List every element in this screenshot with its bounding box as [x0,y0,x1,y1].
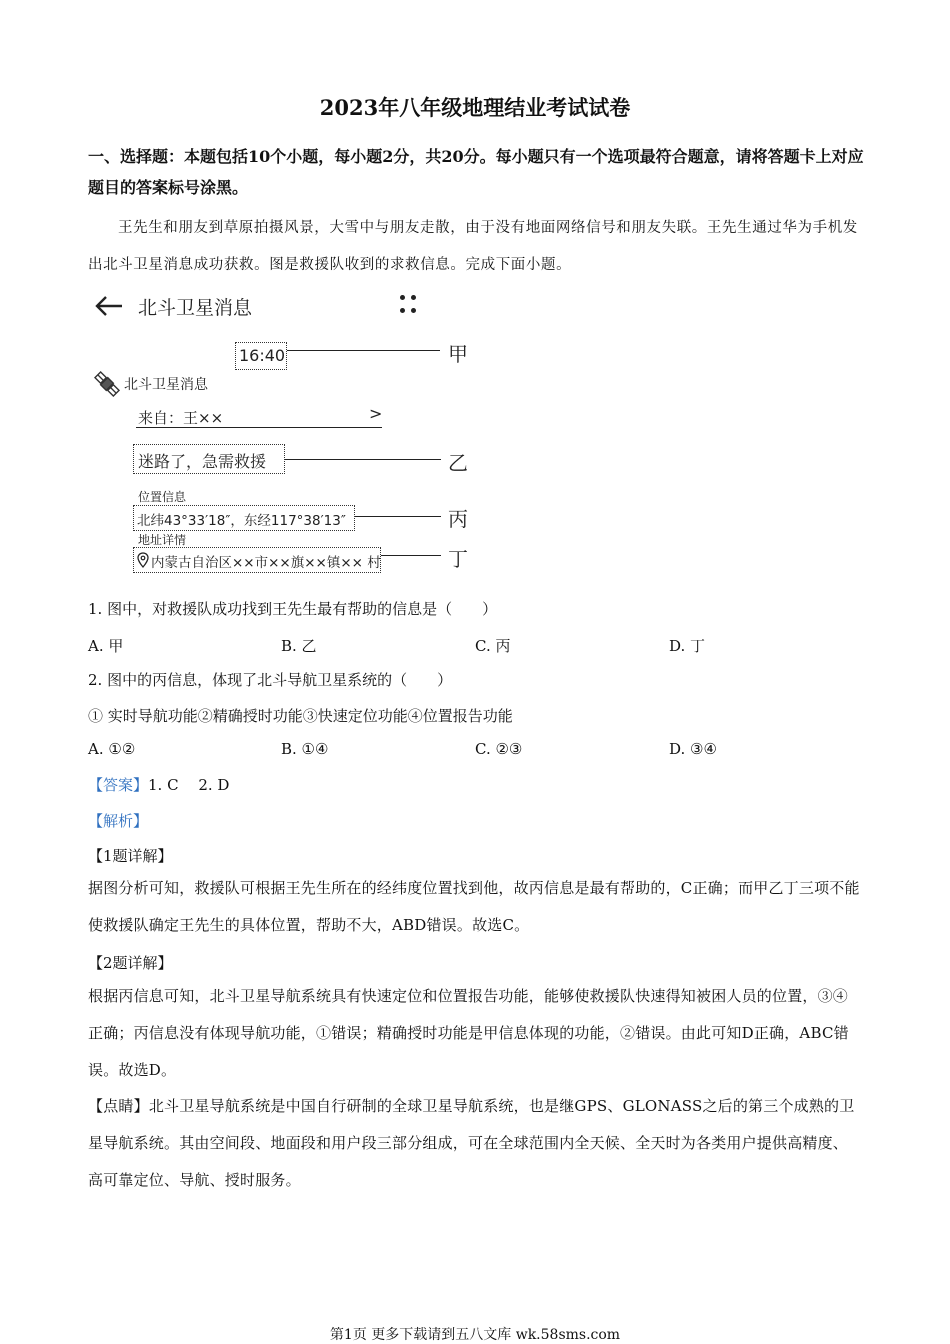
figure-header-title: 北斗卫星消息 [138,297,253,319]
chevron-right-icon: > [369,404,383,423]
figure-sub-title: 北斗卫星消息 [124,377,208,393]
analysis-label: 【解析】 [88,812,149,830]
question-1-stem: 1. 图中，对救援队成功找到王先生最有帮助的信息是（ ） [88,600,498,618]
q1-option-b: B. 乙 [281,637,317,655]
satellite-icon [92,369,122,399]
q1-option-d: D. 丁 [669,637,706,655]
detail-2-text: 根据丙信息可知，北斗卫星导航系统具有快速定位和位置报告功能，能够使救援队快速得知被困人员的位置，③④正确；丙信息没有体现导航功能，①错误；精确授时功能是甲信息体现的功能，②错误。由此可知D正确，ABC错误。故选D。 [88,987,849,1079]
answer-line [88,774,229,795]
time-text: 16:40 [239,346,286,365]
from-underline [136,427,382,428]
question-2-stem: 2. 图中的丙信息，体现了北斗导航卫星系统的（ ） [88,671,453,689]
page-title: 2023年八年级地理结业考试试卷 [319,95,631,120]
intro-paragraph: 王先生和朋友到草原拍摄风景，大雪中与朋友走散，由于没有地面网络信号和朋友失联。王先生通过华为手机发出北斗卫星消息成功获救。图是救援队收到的求救信息。完成下面小题。 [88,220,858,273]
q1-option-c: C. 丙 [475,637,511,655]
page-footer: 第1页 更多下载请到五八文库 wk.58sms.com [329,1327,621,1343]
label-jia: 甲 [448,342,468,366]
location-pin-icon [137,552,149,568]
detail-1-label: 【1题详解】 [88,847,173,865]
message-text: 迷路了，急需救援 [138,452,267,471]
answer-text: 1. C 2. D [148,776,230,794]
q2-option-b: B. ①④ [281,740,329,758]
message-box [133,444,285,474]
q2-option-d: D. ③④ [669,740,717,758]
point-label: 【点睛】 [88,1097,149,1115]
address-title: 地址详情 [138,533,187,547]
position-box [133,505,355,531]
address-box [133,547,381,573]
back-arrow-icon [94,295,124,317]
leader-line-bing [355,516,441,517]
beidou-message-figure [88,285,488,575]
label-yi: 乙 [448,451,468,475]
detail-2-label: 【2题详解】 [88,954,173,972]
q1-option-a: A. 甲 [88,637,124,655]
leader-line-yi [285,459,441,460]
from-text: 来自：王×× [138,409,224,427]
point-paragraph [88,1088,860,1199]
position-title: 位置信息 [138,490,187,504]
leader-line-jia [287,350,440,351]
q2-option-c: C. ②③ [475,740,523,758]
q2-option-a: A. ①② [88,740,136,758]
leader-line-ding [381,555,441,556]
label-ding: 丁 [448,547,468,571]
address-text: 内蒙古自治区××市××旗××镇×× 村 [151,555,381,571]
label-bing: 丙 [448,507,468,531]
point-text: 北斗卫星导航系统是中国自行研制的全球卫星导航系统，也是继GPS、GLONASS之后的第三个成熟的卫星导航系统。其由空间段、地面段和用户段三部分组成，可在全球范围内全天候、全天时为各类用户提供高精度、高可靠定位、导航、授时服务。 [88,1097,855,1189]
answer-label: 【答案】 [88,776,149,794]
detail-1-text: 据图分析可知，救援队可根据王先生所在的经纬度位置找到他，故丙信息是最有帮助的，C正确；而甲乙丁三项不能使救援队确定王先生的具体位置，帮助不大，ABD错误。故选C。 [88,879,860,934]
question-2-items: ① 实时导航功能②精确授时功能③快速定位功能④位置报告功能 [88,707,513,725]
position-text: 北纬43°33′18″，东经117°38′13″ [137,513,346,529]
time-box [235,342,287,370]
more-menu-icon [399,294,419,314]
section-heading: 一、选择题：本题包括10个小题，每小题2分，共20分。每小题只有一个选项最符合题意，请将答题卡上对应题目的答案标号涂黑。 [88,147,864,197]
